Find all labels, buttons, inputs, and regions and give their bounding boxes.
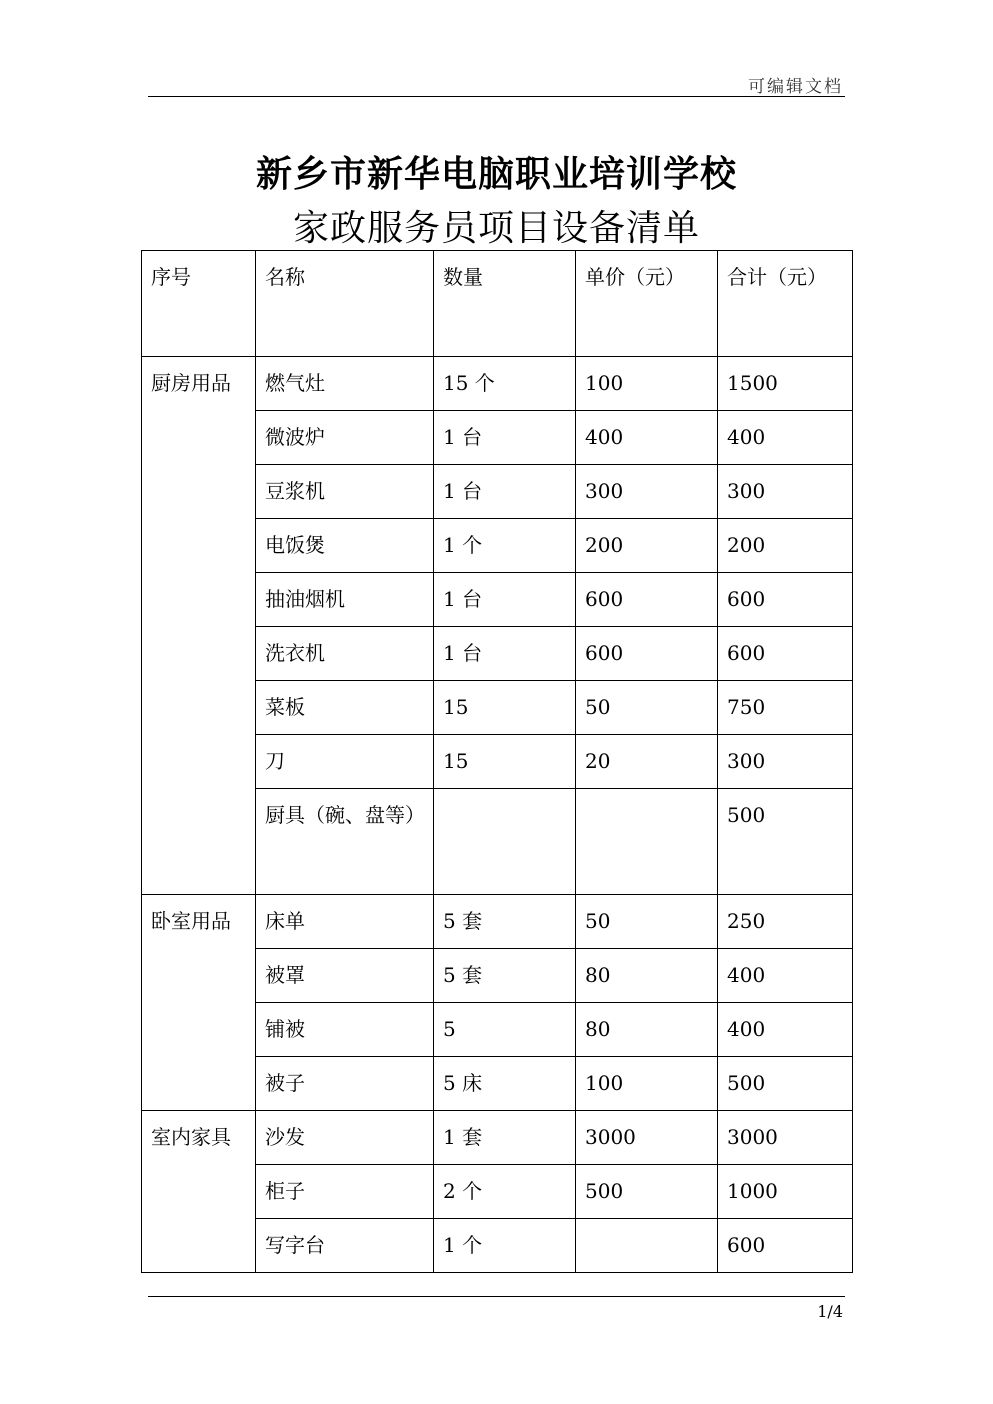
item-total: 600 [718,627,853,681]
column-header-quantity: 数量 [434,251,576,357]
item-unit-price: 500 [576,1165,718,1219]
item-unit-price: 100 [576,357,718,411]
item-total: 600 [718,1219,853,1273]
item-name: 沙发 [256,1111,434,1165]
category-cell-bedroom: 卧室用品 [142,895,256,1111]
item-quantity: 1 台 [434,627,576,681]
item-total: 1500 [718,357,853,411]
item-name: 洗衣机 [256,627,434,681]
item-quantity: 2 个 [434,1165,576,1219]
item-total: 400 [718,411,853,465]
item-total: 400 [718,949,853,1003]
item-quantity: 1 个 [434,1219,576,1273]
item-name: 刀 [256,735,434,789]
item-total: 400 [718,1003,853,1057]
item-quantity: 15 [434,735,576,789]
item-name: 抽油烟机 [256,573,434,627]
item-total: 750 [718,681,853,735]
item-unit-price: 80 [576,949,718,1003]
footer-rule [148,1296,845,1297]
equipment-table [141,250,853,1273]
item-quantity: 1 个 [434,519,576,573]
item-name: 电饭煲 [256,519,434,573]
item-unit-price: 100 [576,1057,718,1111]
item-unit-price: 50 [576,681,718,735]
item-name: 床单 [256,895,434,949]
item-name: 燃气灶 [256,357,434,411]
item-name: 菜板 [256,681,434,735]
item-quantity: 5 [434,1003,576,1057]
item-total: 200 [718,519,853,573]
item-quantity: 15 个 [434,357,576,411]
table-header-row [142,251,853,357]
item-quantity [434,789,576,895]
item-quantity: 15 [434,681,576,735]
item-name: 微波炉 [256,411,434,465]
item-quantity: 1 台 [434,573,576,627]
item-quantity: 1 台 [434,411,576,465]
table-row [142,1111,853,1165]
item-quantity: 5 床 [434,1057,576,1111]
category-cell-kitchen: 厨房用品 [142,357,256,895]
item-unit-price: 200 [576,519,718,573]
table-row [142,895,853,949]
column-header-index: 序号 [142,251,256,357]
item-unit-price [576,1219,718,1273]
table-row [142,357,853,411]
item-total: 1000 [718,1165,853,1219]
item-unit-price: 300 [576,465,718,519]
item-quantity: 1 台 [434,465,576,519]
item-total: 250 [718,895,853,949]
document-header-label: 可编辑文档 [748,77,843,97]
page-number: 1/4 [817,1302,843,1321]
document-title: 新乡市新华电脑职业培训学校 [255,153,737,195]
item-unit-price: 50 [576,895,718,949]
column-header-total: 合计（元） [718,251,853,357]
item-name: 铺被 [256,1003,434,1057]
document-subtitle: 家政服务员项目设备清单 [292,208,700,249]
header-rule [148,96,845,97]
item-name: 柜子 [256,1165,434,1219]
item-total: 300 [718,735,853,789]
item-quantity: 5 套 [434,949,576,1003]
item-unit-price: 80 [576,1003,718,1057]
item-unit-price: 600 [576,573,718,627]
item-name: 厨具（碗、盘等） [256,789,434,895]
item-total: 300 [718,465,853,519]
item-quantity: 1 套 [434,1111,576,1165]
item-quantity: 5 套 [434,895,576,949]
item-unit-price: 20 [576,735,718,789]
item-name: 豆浆机 [256,465,434,519]
item-unit-price: 600 [576,627,718,681]
column-header-unit-price: 单价（元） [576,251,718,357]
item-total: 600 [718,573,853,627]
item-total: 500 [718,789,853,895]
item-name: 写字台 [256,1219,434,1273]
item-unit-price [576,789,718,895]
column-header-name: 名称 [256,251,434,357]
item-name: 被子 [256,1057,434,1111]
item-unit-price: 400 [576,411,718,465]
item-total: 3000 [718,1111,853,1165]
item-unit-price: 3000 [576,1111,718,1165]
category-cell-furniture: 室内家具 [142,1111,256,1273]
item-total: 500 [718,1057,853,1111]
item-name: 被罩 [256,949,434,1003]
